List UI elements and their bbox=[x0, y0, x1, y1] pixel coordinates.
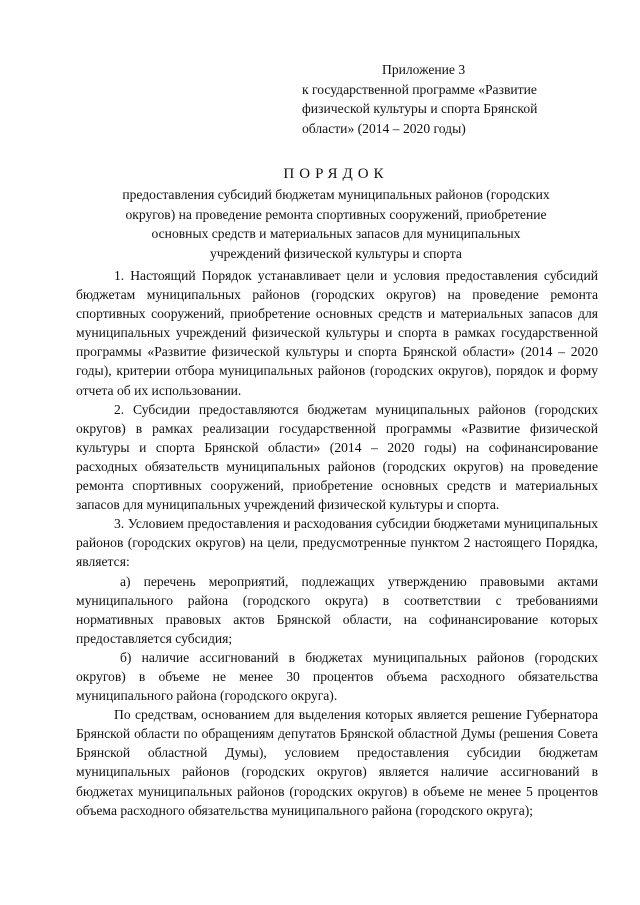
paragraph-deputies: По средствам, основанием для выделения которых является решение Губернатора Брянской области по обращениям депутатов Брянской областной Думы (решения Совета Брянской областной Думы), условием предоставления субсидии бюджетам муниципальных районов (городских округов) является наличие ассигнований в бюджетах муниципальных районов (городских округов) в объеме не менее 5 процентов объема расходного обязательства муниципального района (городского округа); bbox=[76, 707, 598, 818]
subtitle-line: основных средств и материальных запасов для муниципальных bbox=[151, 226, 521, 241]
subtitle-line: округов) на проведение ремонта спортивных сооружений, приобретение bbox=[125, 206, 547, 222]
paragraph-3b: б) наличие ассигнований в бюджетах муниципальных районов (городских округов) в объеме не менее 30 процентов объема расходного обязательства муниципального района (городского округа). bbox=[76, 649, 598, 704]
appendix-line: области» (2014 – 2020 годы) bbox=[302, 120, 466, 136]
subtitle-line: учреждений физической культуры и спорта bbox=[210, 245, 462, 261]
appendix-line: физической культуры и спорта Брянской bbox=[302, 101, 538, 116]
document-header bbox=[76, 163, 596, 263]
paragraph-2: 2. Субсидии предоставляются бюджетам муниципальных районов (городских округов) в рамках реализации государственной программы «Развитие физической культуры и спорта Брянской области» (2014 – 2020 годы) на софинансирование расходных обязательств муниципальных районов (городских округов) на проведение ремонта спортивных сооружений, приобретение основных средств и материальных запасов для муниципальных учреждений физической культуры и спорта. bbox=[76, 401, 598, 513]
document-body bbox=[76, 266, 598, 820]
document-title: ПОРЯДОК bbox=[283, 166, 389, 182]
paragraph-1: 1. Настоящий Порядок устанавливает цели и условия предоставления субсидий бюджетам муниципальных районов (городских округов) на проведение ремонта спортивных сооружений, приобретение основных средств и материальных запасов для муниципальных учреждений физической культуры и спорта в рамках государственной программы «Развитие физической культуры и спорта Брянской области» (2014 – 2020 годы), критерии отбора муниципальных районов (городских округов), порядок и форму отчета об их использовании. bbox=[76, 268, 598, 398]
appendix-line: к государственной программе «Развитие bbox=[302, 81, 537, 97]
paragraph-3a: а) перечень мероприятий, подлежащих утверждению правовыми актами муниципального района (городского округа) в соответствии с требованиями нормативных правовых актов Брянской области, на софинансирование которых предоставляется субсидия; bbox=[76, 573, 598, 646]
subtitle-line: предоставления субсидий бюджетам муниципальных районов (городских bbox=[122, 187, 550, 202]
appendix-title: Приложение 3 bbox=[382, 62, 466, 77]
appendix-block bbox=[302, 60, 602, 138]
paragraph-3: 3. Условием предоставления и расходования субсидии бюджетами муниципальных районов (городских округов) на цели, предусмотренные пунктом 2 настоящего Порядка, является: bbox=[76, 516, 598, 570]
